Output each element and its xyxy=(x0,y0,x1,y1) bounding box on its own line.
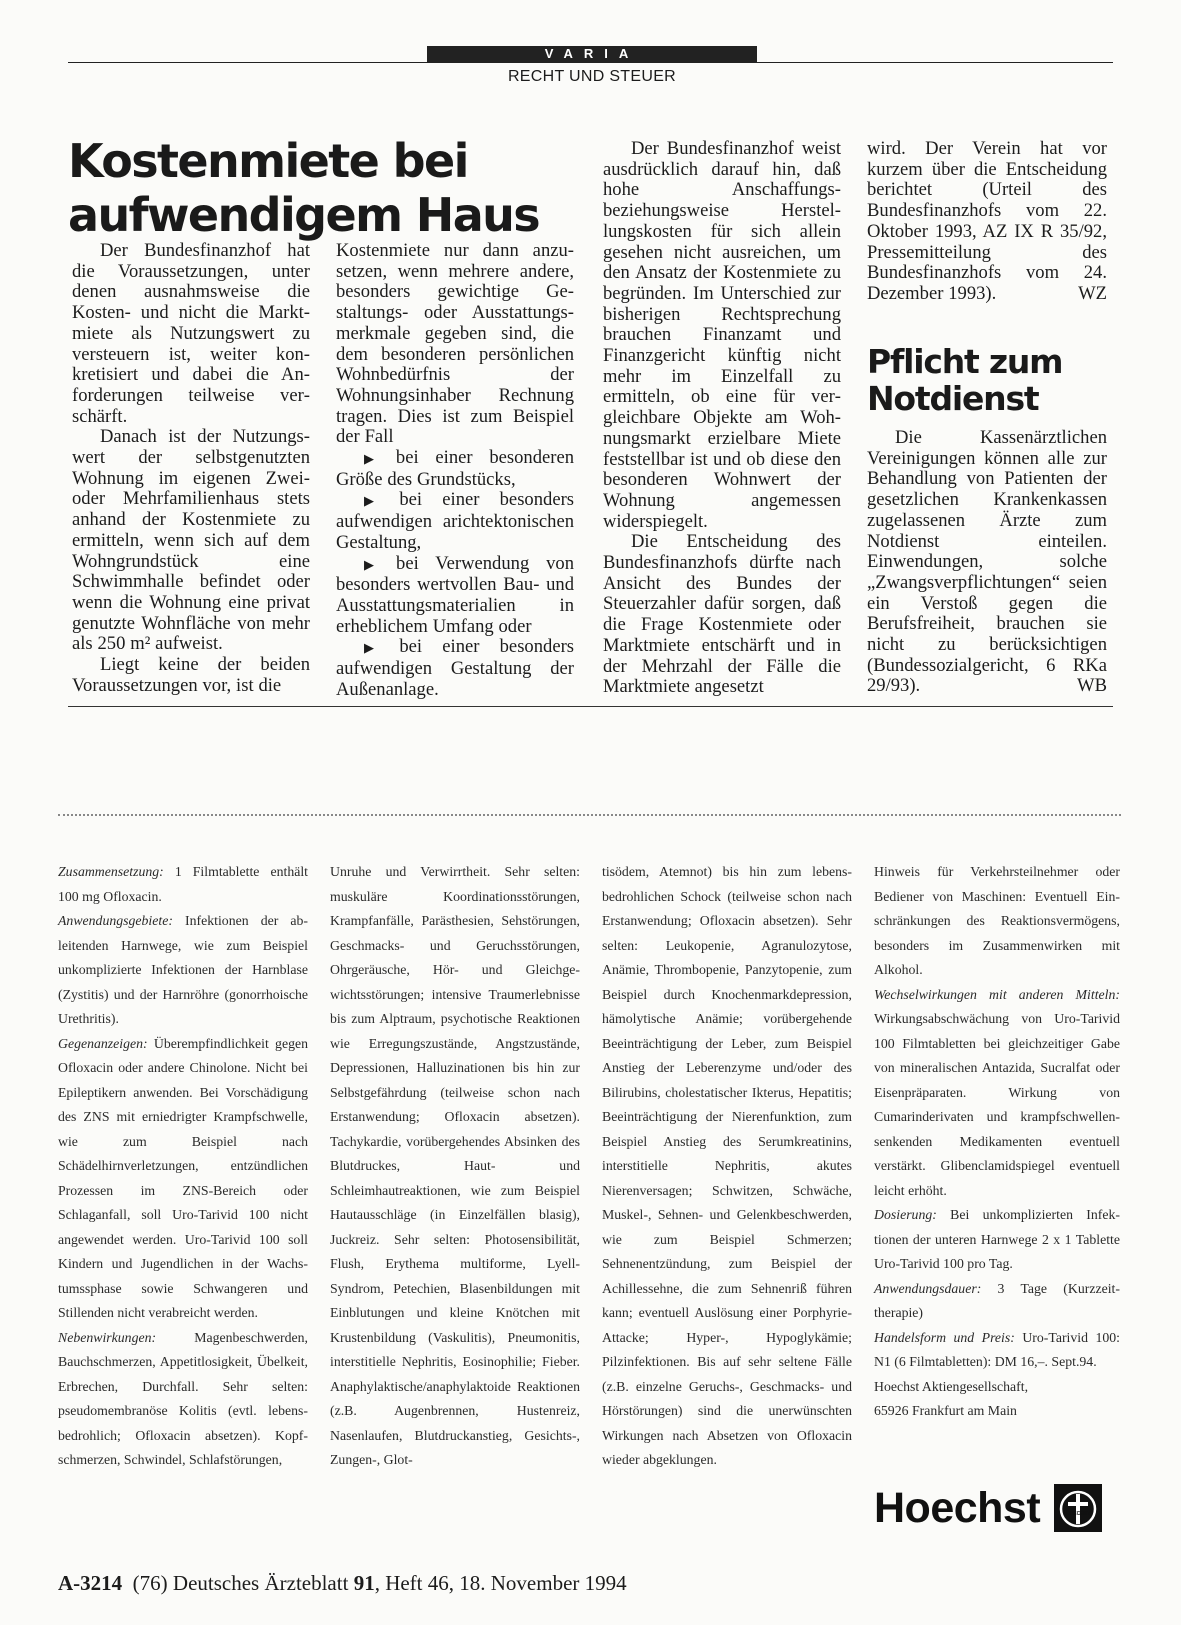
ad-label: Dosierung: xyxy=(874,1207,937,1222)
ad-text: 3 Tage (Kurzzeittherapie) xyxy=(874,1280,1120,1320)
triangle-bullet-icon: ▶ xyxy=(364,556,387,572)
article-paragraph: Kostenmiete nur dann anzusetzen, wenn mehrere andere, besonders gewichtige Gestaltungs- oder Ausstattungsmerkmale gegeben sind, die dem besonderen persönlichen Wohnbedürfnis der Wohnungsinhaber Rechnung tragen. Dies ist zum Beispiel der Fall xyxy=(336,240,574,448)
article2-column xyxy=(867,428,1107,697)
ad-text: Überempfindlichkeit gegen Ofloxacin oder andere Chinolone. Nicht bei Epileptikern anwenden. Bei Vorschädigung des ZNS mit erniedrigter Krampfschwelle, wie zum Beispiel nach Schädelhirnverletzungen, entzündlichen Prozessen im ZNS-Bereich oder Schlaganfall, soll Uro-Tarivid 100 nicht angewendet werden. Uro-Tarivid 100 soll Kindern und Jugendlichen in der Wachstumssphase sowie Schwangeren und Stillenden nicht verabreicht werden. xyxy=(58,1035,308,1320)
article2-text: Die Kassenärztlichen Vereinigungen können alle zur Behandlung von Patienten der gesetzlichen Krankenkassen zugelassenen Ärzte zum Notdienst einteilen. Einwendungen, solche „Zwangsverpflichtungen“ seien ein Verstoß gegen die Berufsfreiheit, brauchen sie nicht zu berücksichtigen (Bundessozialgericht, 6 RKa 29/93). xyxy=(867,427,1107,697)
article-paragraph xyxy=(867,139,1107,305)
article-column-2 xyxy=(336,241,574,700)
hoechst-tower-icon xyxy=(1054,1484,1102,1532)
ad-column-1 xyxy=(58,860,308,1473)
article-paragraph: Der Bundesfinanzhof weist ausdrücklich darauf hin, daß hohe Anschaffungsbeziehungsweise Herstellungskosten für sich allein gesehen nicht ausreichen, um den Ansatz der Kostenmiete zu begründen. Im Unterschied zur bisherigen Rechtsprechung brauchen Finanzamt und Finanzgericht künftig nicht mehr im Einzelfall zu ermitteln, ob eine für vergleichbare Objekte am Wohnungsmarkt erzielbare Miete feststellbar ist und ob diese den besonderen Wohnwert der Wohnung angemessen widerspiegelt. xyxy=(603,138,841,532)
ad-column-3 xyxy=(602,860,852,1473)
ad-text: Bei unkomplizierten Infektionen der unteren Harnwege 2 x 1 Tablette Uro-Tarivid 100 pro Tag. xyxy=(874,1207,1120,1271)
article2-paragraph xyxy=(867,428,1107,697)
ad-label: Gegenanzeigen: xyxy=(58,1035,148,1051)
article-headline: Kostenmiete bei aufwendigem Haus xyxy=(68,134,540,242)
page-number: A-3214 xyxy=(58,1571,123,1595)
subsection-label: RECHT UND STEUER xyxy=(507,68,677,85)
article-column-4 xyxy=(867,139,1107,305)
bullet-item xyxy=(336,554,574,638)
bullet-item xyxy=(336,637,574,700)
ad-text: Uro-Tarivid 100: N1 (6 Filmtabletten): DM 16,–. Sept.94. xyxy=(874,1329,1120,1369)
ad-text: Unruhe und Verwirrtheit. Sehr selten: muskuläre Koordinationsstörungen, Krampfanfälle, Parästhesien, Sehstörungen, Geschmacks- und Geruchsstörungen, Ohrgeräusche, Hör- und Gleichgewichtsstörungen; intensive Traumerlebnisse bis zum Alptraum, psychotische Reaktionen wie Erregungszustände, Angstzustände, Depressionen, Halluzinationen bis hin zur Selbstgefährdung (teilweise schon nach Erstanwendung; Ofloxacin absetzen). Tachykardie, vorübergehendes Absinken des Blutdruckes, Haut- und Schleimhautreaktionen, wie zum Beispiel Hautausschläge (in Einzelfällen blasig), Juckreiz. Sehr selten: Photosensibilität, Flush, Erythema multiforme, Lyell-Syndrom, Petechien, Blasenbildungen mit Einblutungen und kleine Knötchen mit Krustenbildung (Vaskulitis), Pneumonitis, interstitielle Nephritis, Eosinophilie; Fieber. Anaphylaktische/anaphylaktoide Reaktionen (z.B. Augenbrennen, Hustenreiz, Nasenlaufen, Blutdruckanstieg, Gesichts-, Zungen-, Glot- xyxy=(330,864,580,1467)
volume-number: 91 xyxy=(353,1571,375,1595)
article-column-3 xyxy=(603,139,841,698)
company-address: 65926 Frankfurt am Main xyxy=(874,1403,1017,1418)
ad-text: Wirkungsabschwächung von Uro-Tarivid 100 Filmtabletten bei gleichzeitiger Gabe von mineralischen Antazida, Sucralfat oder Eisenpräparaten. Wirkung von Cumarinderivaten und krampfschwellensenkenden Medikamenten eventuell verstärkt. Glibenclamidspiegel eventuell leicht erhöht. xyxy=(874,1011,1120,1198)
article-text: wird. Der Verein hat vor kurzem über die Entscheidung berichtet (Urteil des Bundesfinanzhofs vom 22. Oktober 1993, AZ IX R 35/92, Pressemitteilung des Bundesfinanzhofs vom 24. Dezember 1993). xyxy=(867,138,1107,304)
article-column-1 xyxy=(72,241,310,696)
article2-headline: Pflicht zum Notdienst xyxy=(867,342,1063,418)
bullet-text: bei einer besonderen Größe des Grundstücks, xyxy=(336,447,574,490)
ad-text: 1 Filmtablette enthält 100 mg Ofloxacin. xyxy=(58,864,309,904)
triangle-bullet-icon: ▶ xyxy=(364,451,386,467)
hoechst-logo xyxy=(874,1478,1120,1538)
ad-column-2 xyxy=(330,860,580,1473)
ad-label: Wechselwirkungen mit anderen Mitteln: xyxy=(874,986,1120,1002)
issue-date: , Heft 46, 18. November 1994 xyxy=(374,1571,627,1595)
ad-text: Infektionen der ableitenden Harnwege, wie zum Beispiel unkomplizierte Infektionen der Harnblase (Zystitis) und der Harnröhre (gonorrhoische Urethritis). xyxy=(58,913,309,1026)
page-footer xyxy=(58,1571,627,1596)
ad-column-4 xyxy=(874,860,1120,1424)
ad-text: tisödem, Atemnot) bis hin zum lebensbedrohlichen Schock (teilweise schon nach Erstanwendung; Ofloxacin absetzen). Sehr selten: Leukopenie, Agranulozytose, Anämie, Thrombopenie, Panzytopenie, zum Beispiel durch Knochenmarkdepression, hämolytische Anämie; vorübergehende Beeinträchtigung der Leber, zum Beispiel Anstieg der Leberenzyme und/oder des Bilirubins, cholestatischer Ikterus, Hepatitis; Beeinträchtigung der Nierenfunktion, zum Beispiel Anstieg des Serumkreatinins, interstitielle Nephritis, akutes Nierenversagen; Schwitzen, Schwäche, Muskel-, Sehnen- und Gelenkbeschwerden, wie zum Beispiel Schmerzen; Sehnenentzündung, zum Beispiel der Achillessehne, die zum Sehnenriß führen kann; eventuell Auslösung einer Porphyrie-Attacke; Hyper-, Hypoglykämie; Pilzinfektionen. Bis auf sehr seltene Fälle (z.B. einzelne Geruchs-, Geschmacks- und Hörstörungen) sind die unerwünschten Wirkungen nach Absetzen von Ofloxacin wieder abgeklungen. xyxy=(602,864,852,1467)
author-initials: WZ xyxy=(1078,282,1107,304)
logo-mark-text: HOECHST xyxy=(1065,1511,1091,1517)
logo-wordmark: Hoechst xyxy=(874,1483,1041,1532)
article-paragraph: Danach ist der Nutzungswert der selbstgenutzten Wohnung im eigenen Zwei- oder Mehrfamilienhaus stets anhand der Kostenmiete zu ermitteln, wenn sich auf dem Wohngrundstück eine Schwimmhalle befindet oder wenn die Wohnung eine privat genutzte Wohnfläche von mehr als 250 m² aufweist. xyxy=(72,426,310,655)
article-divider xyxy=(68,706,1113,707)
ad-label: Handelsform und Preis: xyxy=(874,1329,1015,1345)
article-paragraph: Liegt keine der beiden Voraussetzungen vor, ist die xyxy=(72,654,310,696)
bullet-text: bei Verwendung von besonders wertvollen Bau- und Ausstattungsmaterialien in erheblichem Umfang oder xyxy=(336,552,574,637)
triangle-bullet-icon: ▶ xyxy=(364,493,390,509)
ad-label: Zusammensetzung: xyxy=(58,864,164,879)
journal-name: (76) Deutsches Ärzteblatt xyxy=(132,1571,349,1595)
bullet-item xyxy=(336,448,574,490)
article-paragraph: Der Bundesfinanzhof hat die Voraussetzungen, unter denen ausnahmsweise die Kosten- und nicht die Marktmiete als Nutzungswert zu versteuern ist, weiter konkretisiert und dabei die Anforderungen teilweise verschärft. xyxy=(72,240,310,427)
company-name: Hoechst Aktiengesellschaft, xyxy=(874,1378,1029,1394)
bullet-text: bei einer besonders aufwendigen arichtektonischen Gestaltung, xyxy=(336,489,574,553)
ad-label: Anwendungsdauer: xyxy=(874,1280,982,1296)
header-rule xyxy=(68,62,1113,63)
bullet-item xyxy=(336,490,574,553)
ad-text: Magenbeschwerden, Bauchschmerzen, Appetitlosigkeit, Übelkeit, Erbrechen, Durchfall. Sehr selten: pseudomembranöse Kolitis (evtl. lebensbedrohlich; Ofloxacin absetzen). Kopfschmerzen, Schwindel, Schlafstörungen, xyxy=(58,1329,308,1467)
ad-text: Hinweis für Verkehrsteilnehmer oder Bediener von Maschinen: Eventuell Einschränkungen des Reaktionsvermögens, besonders im Zusammenwirken mit Alkohol. xyxy=(874,864,1120,977)
section-label: VARIA xyxy=(427,46,757,62)
ad-label: Anwendungsgebiete: xyxy=(58,913,173,928)
article-paragraph: Die Entscheidung des Bundesfinanzhofs dürfte nach Ansicht des Bundes der Steuerzahler dafür sorgen, daß die Frage Kostenmiete oder Marktmiete entschärft und in der Mehrzahl der Fälle die Marktmiete angesetzt xyxy=(603,531,841,698)
author-initials: WB xyxy=(1077,675,1107,697)
ad-label: Nebenwirkungen: xyxy=(58,1329,157,1345)
bullet-text: bei einer besonders aufwendigen Gestaltung der Außenanlage. xyxy=(336,636,574,700)
triangle-bullet-icon: ▶ xyxy=(364,640,390,656)
ad-separator xyxy=(58,814,1121,816)
